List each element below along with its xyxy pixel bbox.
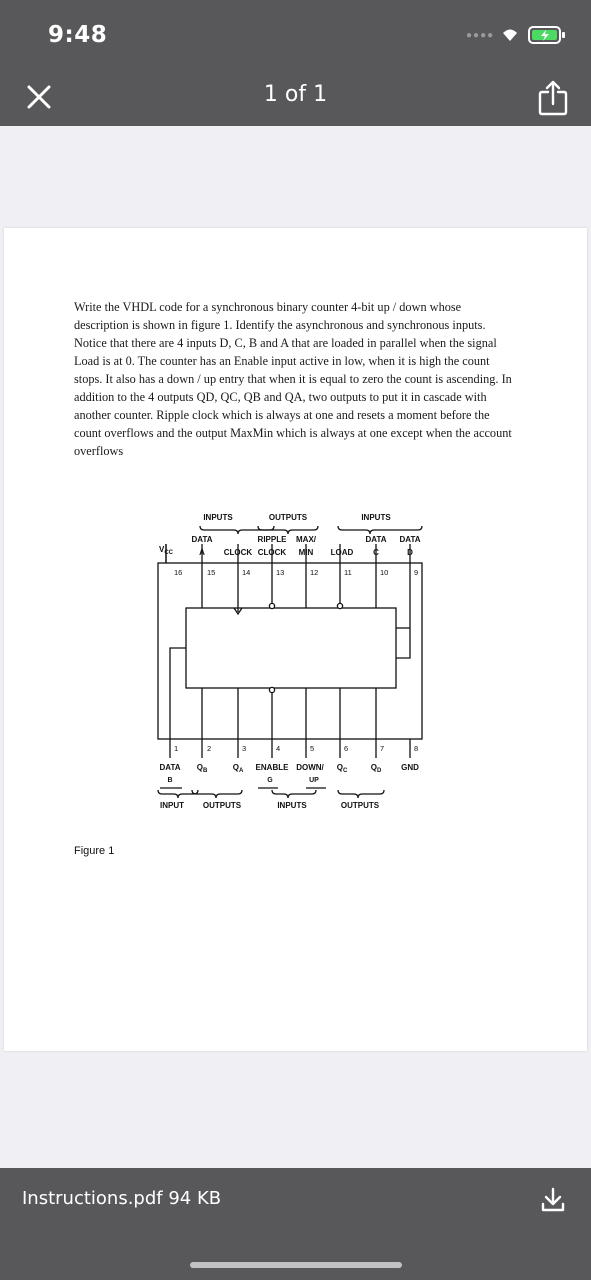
top-group-outputs: OUTPUTS (268, 513, 308, 522)
pin-7: 7 (380, 744, 385, 753)
label-min: MIN (298, 548, 314, 557)
label-data-a: DATA (191, 535, 213, 544)
label-data-c: DATA (365, 535, 387, 544)
label-up: UP (309, 777, 319, 784)
top-group-inputs-right: INPUTS (361, 513, 391, 522)
file-name-label: Instructions.pdf 94 KB (22, 1188, 222, 1209)
bottom-bar (0, 1168, 591, 1280)
label-qa: $Q_A$ (232, 763, 244, 774)
pin-13: 13 (276, 568, 285, 577)
label-clock: CLOCK (223, 548, 253, 557)
figure-caption: Figure 1 (74, 845, 115, 857)
pin-16: 16 (174, 568, 183, 577)
pin-15: 15 (207, 568, 216, 577)
pin-1: 1 (174, 744, 179, 753)
label-g: G (267, 777, 273, 784)
label-data-d: DATA (399, 535, 421, 544)
download-icon[interactable] (540, 1186, 566, 1214)
label-d: D (407, 548, 413, 557)
label-c: C (373, 548, 379, 557)
pin-10: 10 (380, 568, 389, 577)
pin-5: 5 (310, 744, 315, 753)
nav-bar (0, 70, 591, 126)
pin-9: 9 (414, 568, 419, 577)
wifi-icon (500, 27, 520, 43)
label-down: DOWN/ (296, 763, 324, 772)
label-qc: $Q_C$ (336, 763, 348, 774)
label-qb: $Q_B$ (196, 763, 208, 774)
counter-pinout-diagram (152, 508, 427, 828)
document-paragraph: Write the VHDL code for a synchronous binary counter 4-bit up / down whose description is shown in figure 1. Identify the asynchronous and synchronous inputs. Notice that there are 4 inputs D, C, B and A that are loaded in parallel when the signal Load is at 0. The counter has an Enable input active in low, when it is high the count stops. It also has a down / up entry that when it is equal to zero the count is ascending. In addition to the 4 outputs QD, QC, QB and QA, two outputs to put it in cascade with another counter. Ripple clock which is always at one and resets a moment before the count overflows and the output MaxMin which is always at one except when the account overflows (74, 300, 512, 458)
pdf-page (4, 228, 587, 1051)
label-ripple: RIPPLE (257, 535, 287, 544)
bottom-group-outputs-right: OUTPUTS (340, 801, 380, 810)
bottom-group-input: INPUT (160, 801, 184, 810)
top-group-inputs-left: INPUTS (203, 513, 233, 522)
bottom-group-outputs-left: OUTPUTS (202, 801, 242, 810)
battery-charging-icon (528, 25, 568, 45)
label-load: LOAD (330, 548, 354, 557)
pin-2: 2 (207, 744, 212, 753)
label-max: MAX/ (296, 535, 316, 544)
share-icon[interactable] (536, 78, 570, 118)
page-indicator: 1 of 1 (263, 82, 328, 107)
pin-4: 4 (276, 744, 281, 753)
label-b: B (167, 777, 173, 784)
bottom-group-inputs: INPUTS (277, 801, 307, 810)
label-a: A (199, 548, 205, 557)
pin-3: 3 (242, 744, 247, 753)
label-clock2: CLOCK (257, 548, 287, 557)
pin-14: 14 (242, 568, 251, 577)
home-indicator (190, 1262, 402, 1268)
pin-11: 11 (344, 568, 352, 577)
label-data-b: DATA (159, 763, 181, 772)
pin-6: 6 (344, 744, 349, 753)
label-qd: $Q_D$ (370, 763, 382, 774)
pin-8: 8 (414, 744, 419, 753)
pin-12: 12 (310, 568, 319, 577)
label-gnd: GND (401, 763, 419, 772)
status-time: 9:48 (48, 22, 108, 48)
label-enable: ENABLE (255, 763, 289, 772)
label-vcc: $V_{CC}$ (158, 545, 174, 556)
signal-dots-icon: ●●●● (466, 30, 495, 41)
status-bar (0, 0, 591, 70)
